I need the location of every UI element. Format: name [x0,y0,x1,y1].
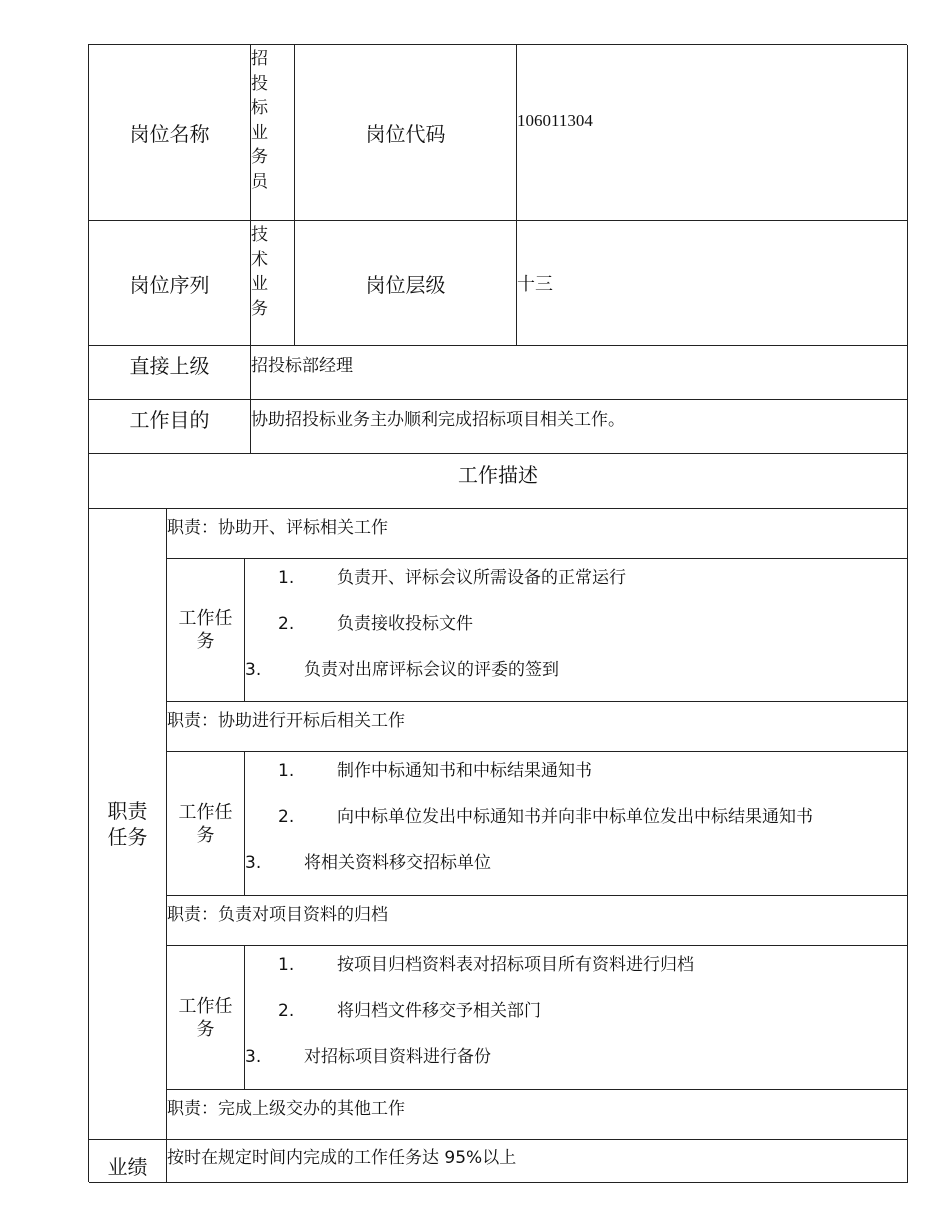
task-text: 按项目归档资料表对招标项目所有资料进行归档 [337,955,694,975]
task-list [245,946,908,1090]
description-title: 工作描述 [89,454,908,509]
duty-title: 职责：协助开、评标相关工作 [167,509,908,559]
post-level-value: 十三 [517,221,908,346]
performance-label: 业绩 [89,1140,167,1183]
task-number: 1. [278,955,295,975]
task-label-cell [167,752,245,896]
task-text: 将相关资料移交招标单位 [304,853,491,873]
job-description-table [88,44,907,1182]
post-level-label: 岗位层级 [295,221,517,346]
task-text: 向中标单位发出中标通知书并向非中标单位发出中标结果通知书 [337,807,813,827]
task-text: 对招标项目资料进行备份 [304,1047,491,1067]
purpose-label: 工作目的 [89,400,251,454]
task-number: 2. [278,807,295,827]
task-label-cell [167,946,245,1090]
post-series-value-cell [251,221,295,346]
duty-title: 职责：负责对项目资料的归档 [167,896,908,946]
post-series-label: 岗位序列 [89,221,251,346]
purpose-value: 协助招投标业务主办顺利完成招标项目相关工作。 [251,400,908,454]
task-item [278,563,626,588]
task-number: 1. [278,761,295,781]
task-number: 1. [278,568,295,588]
task-label: 工作任务 [178,608,233,652]
duties-label: 职责任务 [107,799,148,849]
task-number: 3. [245,853,262,873]
superior-value: 招投标部经理 [251,346,908,400]
duty-title: 职责：完成上级交办的其他工作 [167,1090,908,1140]
superior-label: 直接上级 [89,346,251,400]
task-text: 负责接收投标文件 [337,614,473,634]
post-code-label: 岗位代码 [295,45,517,221]
task-number: 2. [278,1001,295,1021]
task-text: 将归档文件移交予相关部门 [337,1001,541,1021]
task-item [278,756,592,781]
post-name-value: 招投标业务员 [251,49,268,192]
task-item [278,996,541,1021]
post-name-value-cell [251,45,295,221]
task-label: 工作任务 [178,801,233,846]
task-list [245,752,908,896]
task-item [245,1042,491,1067]
task-item [278,802,813,827]
post-code-value: 106011304 [517,45,908,221]
post-series-value: 技术业务 [251,225,268,319]
task-item [245,655,559,680]
post-name-label: 岗位名称 [89,45,251,221]
task-item [245,848,491,873]
task-text: 负责开、评标会议所需设备的正常运行 [337,568,626,588]
performance-value: 按时在规定时间内完成的工作任务达 95%以上 [167,1140,908,1183]
task-item [278,609,473,634]
task-text: 负责对出席评标会议的评委的签到 [304,660,559,680]
task-number: 3. [245,660,262,680]
task-text: 制作中标通知书和中标结果通知书 [337,761,592,781]
task-number: 2. [278,614,295,634]
task-label: 工作任务 [178,995,233,1040]
duty-title: 职责：协助进行开标后相关工作 [167,702,908,752]
duties-label-cell [89,509,167,1140]
task-number: 3. [245,1047,262,1067]
task-label-cell [167,559,245,702]
task-list [245,559,908,702]
task-item [278,950,694,975]
